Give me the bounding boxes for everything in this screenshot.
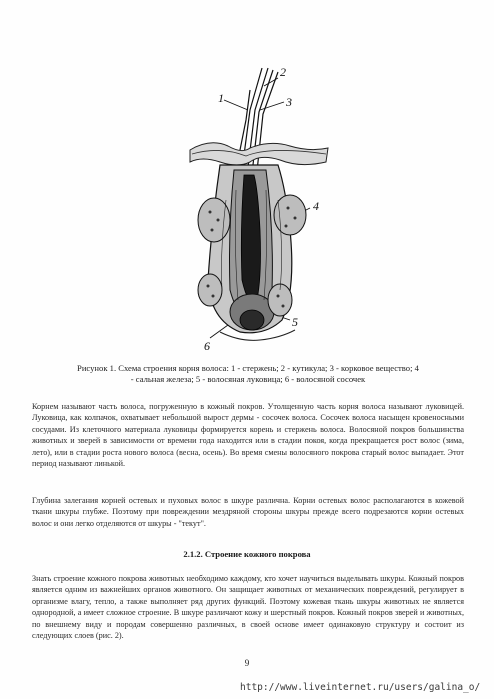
caption-line-2: - сальная железа; 5 - волосяная луковица; 6 - волосяной сосочек [130,374,366,384]
paragraph-hair-root: Корнем называют часть волоса, погруженную в кожный покров. Утолщенную часть корня волоса называют луковицей. Луковица, как колпачок, охватывает небольшой вырост дермы - сосочек волоса. Сосочек волоса насыщен кровеносными сосудами. Из клеточного материала луковицы формируется корень и стержень волоса. Волосяной покров большинства животных и зверей в зависимости от времени года находится или в стадии покоя, когда прекращается рост волос (зима, лето), или в стадии роста нового волоса (весна, осень). Во время смены волосяного покрова старый волос выпадает. Этот период называют линькой. [32,402,464,469]
caption-line-1: Рисунок 1. Схема строения корня волоса: 1 - стержень; 2 - кутикула; 3 - корковое вещество; 4 [77,363,419,373]
label-4: 4 [313,199,319,213]
label-5: 5 [292,315,298,329]
hair-root-illustration [150,50,350,356]
section-heading: 2.1.2. Строение кожного покрова [183,549,311,559]
hair-papilla [240,310,264,330]
figure-caption [22,363,474,385]
label-6: 6 [204,339,210,353]
page-number: 9 [244,658,250,668]
cortex [241,175,260,304]
label-3: 3 [286,95,292,109]
skin-surface [190,143,328,165]
source-watermark: http://www.liveinternet.ru/users/galina_o/ [240,682,481,693]
hair-root-diagram [150,50,350,356]
label-2: 2 [280,65,286,79]
paragraph-root-depth: Глубина залегания корней остевых и пуховых волос в шкуре различна. Корни остевых волос располагаются в кожевой ткани шкуры глубже. Поэтому при повреждении мездряной стороны шкуры прежде всего подрезаются корни остевых волос и они легко отделяются от шкуры - "текут". [32,496,464,528]
paragraph-skin-structure: Знать строение кожного покрова животных необходимо каждому, кто хочет научиться выделывать шкуры. Кожный покров является одним из важнейших органов животного. Он защищает животных от механических повреждений, регулирует в организме влагу, тепло, а также выполняет ряд других функций. Поэтому кожевая ткань шкуры животных не является однородной, а имеет сложное строение. В шкуре различают кожу и шерстный покров. Кожный покров зверей и животных, по внешнему виду и породам совершенно различных, в своей основе имеет одинаковую структуру и состоит из следующих слоев (рис. 2). [32,574,464,641]
label-1: 1 [218,91,224,105]
